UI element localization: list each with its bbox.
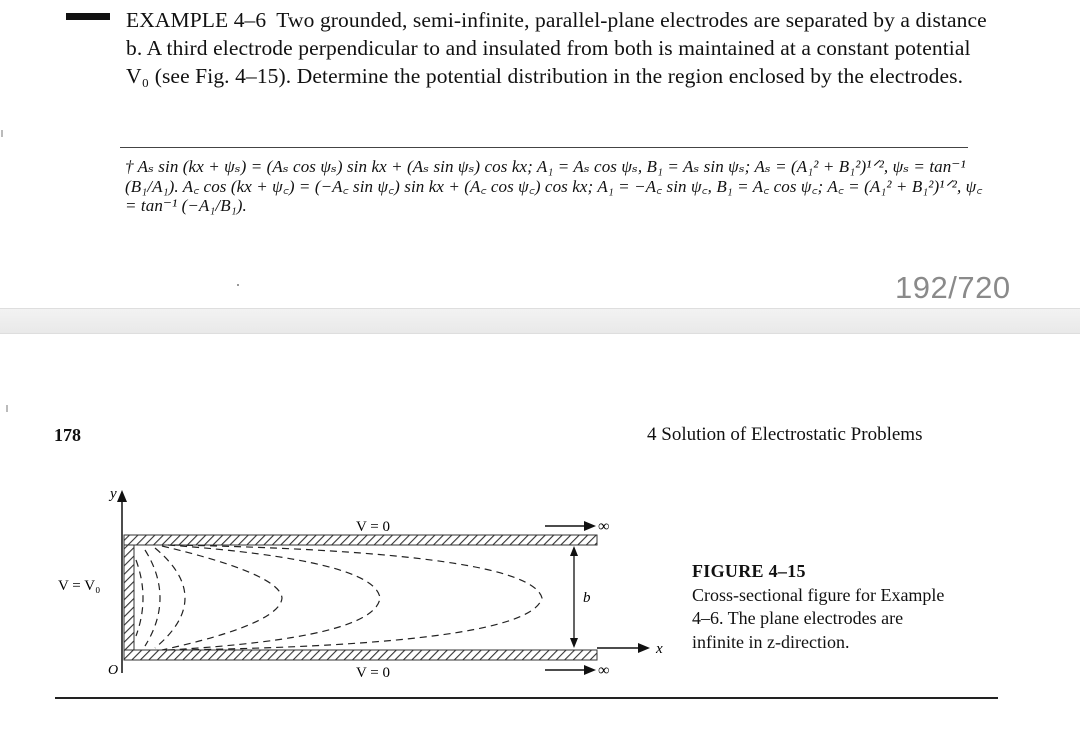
origin-label: O — [108, 663, 119, 678]
bottom-rule — [55, 697, 998, 699]
figure-caption-text: Cross-sectional figure for Example 4–6. The plane electrodes are infinite in z-direction. — [692, 584, 945, 652]
equipotential-line — [145, 550, 160, 646]
speck — [237, 284, 239, 286]
example-label: EXAMPLE 4–6 — [126, 8, 267, 32]
margin-mark — [1, 130, 3, 137]
section-marker-bar — [66, 13, 110, 20]
margin-mark — [6, 405, 8, 412]
left-plate-label: V = V₀ — [58, 578, 101, 594]
page-separator — [0, 308, 1080, 334]
example-paragraph — [126, 6, 996, 90]
gap-dimension — [570, 546, 578, 648]
top-plate — [124, 535, 597, 545]
footnote-rule — [120, 147, 968, 148]
figure-caption — [692, 560, 952, 654]
equipotential-line — [168, 545, 380, 650]
equipotential-line — [174, 545, 542, 650]
infinity-bottom: ∞ — [598, 662, 610, 679]
top-infinity-arrow — [545, 521, 596, 531]
top-plate-label: V = 0 — [356, 519, 391, 535]
example-text: Two grounded, semi-infinite, parallel-plane electrodes are separated by a distance b. A third electrode perpendicular to and insulated from both is maintained at a constant potential V₀ (see Fig. 4–15). Determine the potential distribution in the region enclosed by the electrodes. — [126, 8, 987, 88]
bottom-plate-label: V = 0 — [356, 665, 391, 681]
left-plate — [124, 545, 134, 650]
page-indicator: 192/720 — [895, 270, 1011, 305]
equipotential-lines — [136, 545, 542, 650]
equipotential-line — [136, 560, 143, 636]
chapter-title: 4 Solution of Electrostatic Problems — [647, 424, 923, 445]
x-axis-label: x — [656, 641, 663, 657]
infinity-top: ∞ — [598, 518, 610, 535]
figure-4-15 — [50, 478, 690, 688]
page-number: 178 — [54, 425, 81, 445]
bottom-infinity-arrow — [545, 665, 596, 675]
equipotential-line — [162, 546, 282, 650]
bottom-plate — [124, 650, 597, 660]
footnote: † Aₛ sin (kx + ψₛ) = (Aₛ cos ψₛ) sin kx + (Aₛ sin ψₛ) cos kx; A₁ = Aₛ cos ψₛ, B₁ = Aₛ sin ψₛ; Aₛ = (A₁² + B₁²)¹ᐟ², ψₛ = tan⁻¹ (B₁/A₁). A꜀ cos (kx + ψ꜀) = (−A꜀ sin ψ꜀) sin kx + (A꜀ cos ψ꜀) cos kx; A₁ = −A꜀ sin ψ꜀, B₁ = A꜀ cos ψ꜀; A꜀ = (A₁² + B₁²)¹ᐟ², ψ꜀ = tan⁻¹ (−A₁/B₁). — [125, 157, 983, 215]
gap-label: b — [583, 590, 591, 606]
figure-caption-title: FIGURE 4–15 — [692, 561, 806, 581]
x-axis-arrow — [597, 643, 650, 653]
y-axis-label: y — [110, 486, 117, 502]
